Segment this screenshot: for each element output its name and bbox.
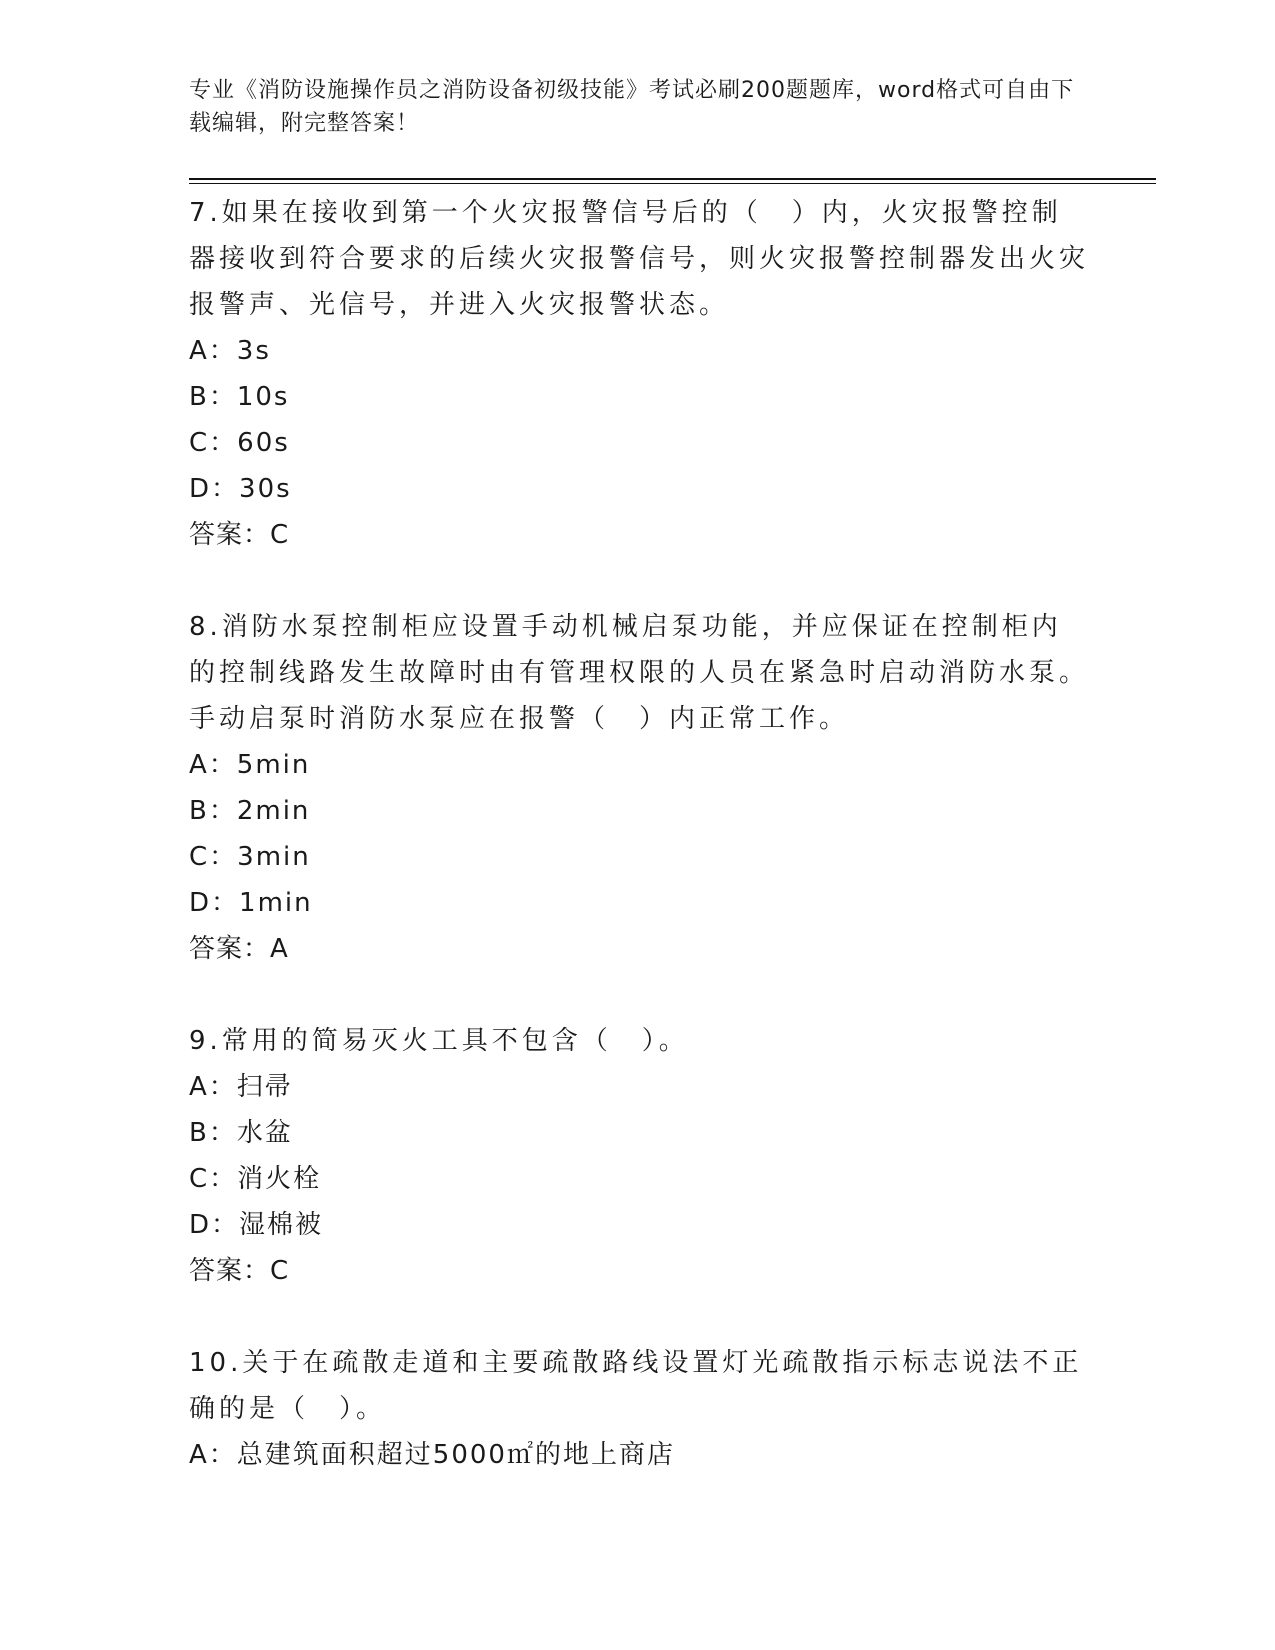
question-9 bbox=[189, 1018, 1089, 1294]
question-list bbox=[189, 190, 1089, 1478]
header-divider-thick bbox=[189, 178, 1156, 180]
question-stem: 9.常用的简易灭火工具不包含（ ）。 bbox=[189, 1026, 689, 1056]
spacer bbox=[189, 972, 1089, 1018]
option-a: A：总建筑面积超过5000㎡的地上商店 bbox=[189, 1440, 675, 1470]
spacer bbox=[189, 1294, 1089, 1340]
option-a: A：扫帚 bbox=[189, 1072, 293, 1102]
question-stem: 8.消防水泵控制柜应设置手动机械启泵功能，并应保证在控制柜内的控制线路发生故障时由有管理权限的人员在紧急时启动消防水泵。手动启泵时消防水泵应在报警（ ）内正常工作。 bbox=[189, 612, 1090, 734]
option-a: A：3s bbox=[189, 336, 271, 366]
option-c: C：3min bbox=[189, 842, 311, 872]
header-intro-text: 专业《消防设施操作员之消防设备初级技能》考试必刷200题题库，word格式可自由下载编辑，附完整答案！ bbox=[189, 78, 1075, 136]
question-10 bbox=[189, 1340, 1089, 1478]
option-b: B：10s bbox=[189, 382, 290, 412]
option-c: C：60s bbox=[189, 428, 290, 458]
question-7 bbox=[189, 190, 1089, 558]
option-c: C：消火栓 bbox=[189, 1164, 322, 1194]
option-d: D：湿棉被 bbox=[189, 1210, 324, 1240]
question-stem: 10.关于在疏散走道和主要疏散路线设置灯光疏散指示标志说法不正确的是（ ）。 bbox=[189, 1348, 1083, 1424]
option-b: B：2min bbox=[189, 796, 311, 826]
spacer bbox=[189, 558, 1089, 604]
answer-line: 答案：A bbox=[189, 934, 289, 964]
option-d: D：30s bbox=[189, 474, 292, 504]
answer-line: 答案：C bbox=[189, 1256, 290, 1286]
question-8 bbox=[189, 604, 1089, 972]
option-b: B：水盆 bbox=[189, 1118, 293, 1148]
option-d: D：1min bbox=[189, 888, 313, 918]
question-stem: 7.如果在接收到第一个火灾报警信号后的（ ）内，火灾报警控制器接收到符合要求的后续火灾报警信号，则火灾报警控制器发出火灾报警声、光信号，并进入火灾报警状态。 bbox=[189, 198, 1090, 320]
header-divider-thin bbox=[189, 183, 1156, 184]
document-header bbox=[189, 74, 1089, 140]
option-a: A：5min bbox=[189, 750, 311, 780]
answer-line: 答案：C bbox=[189, 520, 290, 550]
